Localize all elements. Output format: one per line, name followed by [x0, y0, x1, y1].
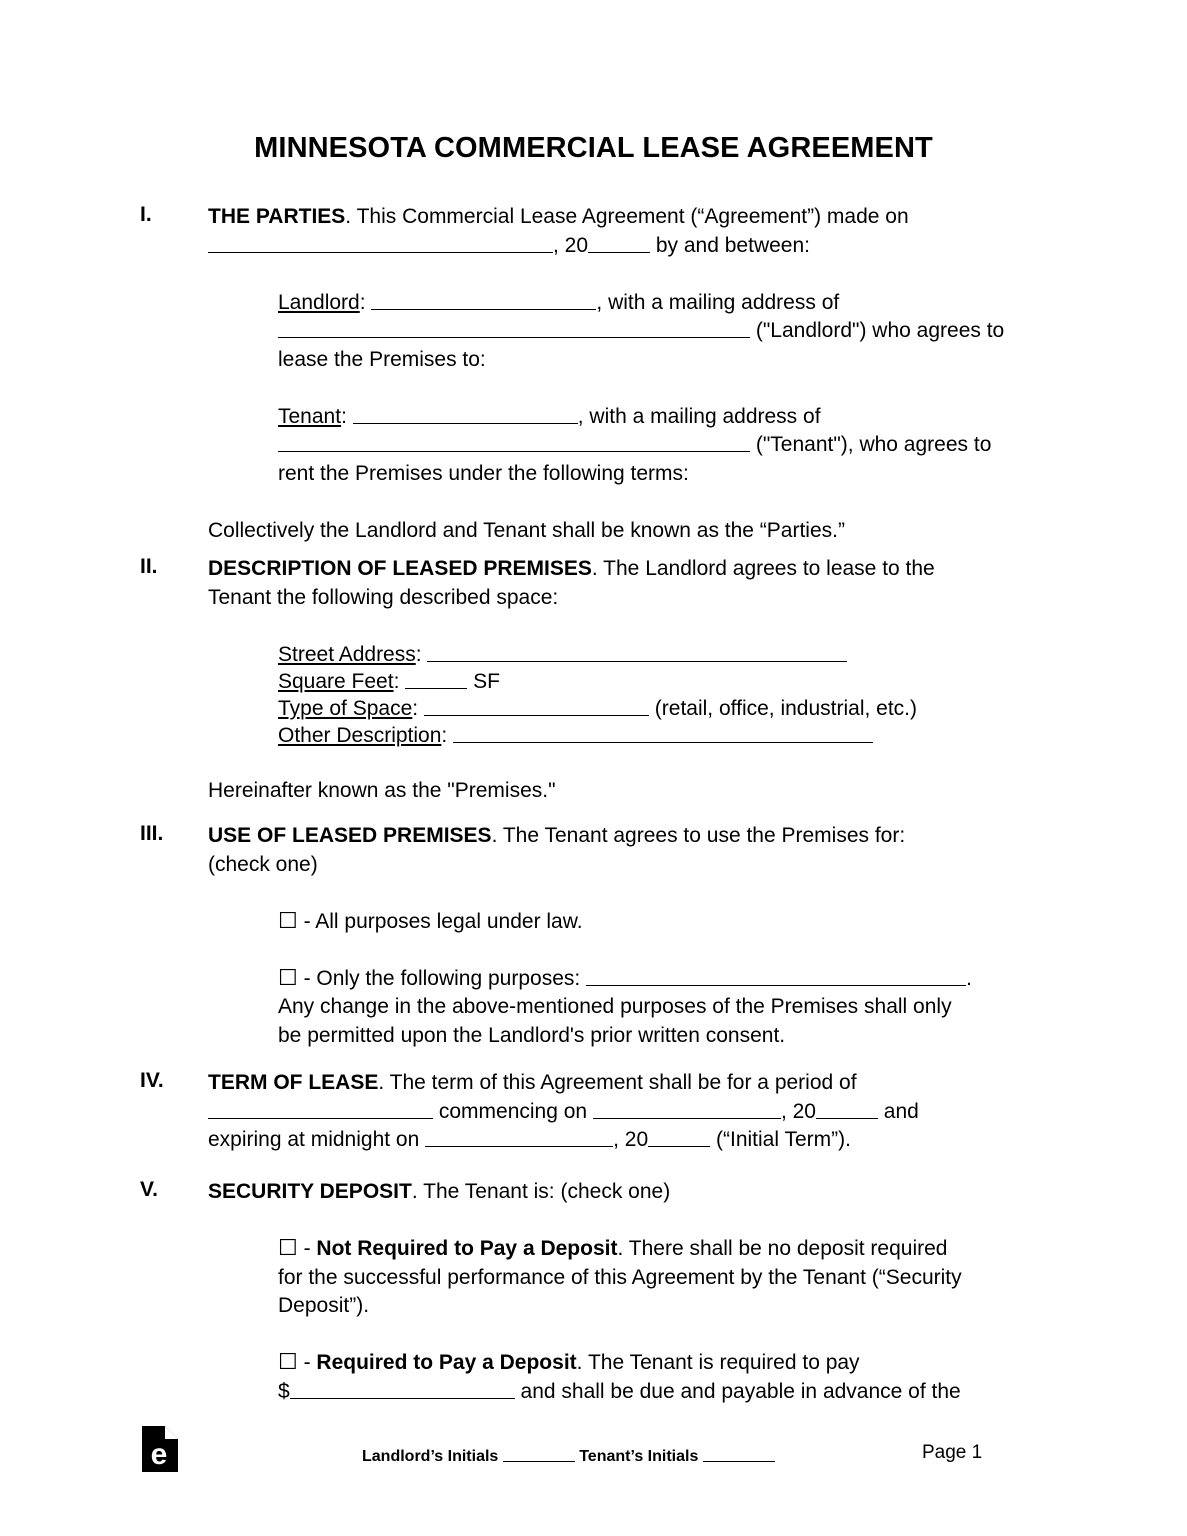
section-3-heading: USE OF LEASED PREMISES — [208, 824, 492, 847]
commence-year-blank[interactable] — [816, 1101, 878, 1119]
square-feet-blank[interactable] — [405, 671, 467, 689]
checkbox-icon[interactable]: ☐ — [278, 907, 298, 933]
hereinafter-line: Hereinafter known as the "Premises." — [208, 779, 556, 802]
section-2-line-2: Tenant the following described space: — [208, 585, 559, 609]
use-option-only-following[interactable] — [278, 965, 1040, 994]
option-b-rest: . The Tenant is required to pay — [576, 1351, 860, 1374]
initial-term-label: (“Initial Term”). — [710, 1128, 851, 1151]
option-b-cont: and shall be due and payable in advance of the — [520, 1379, 961, 1403]
tenant-colon: : — [341, 404, 347, 428]
tenant-address-blank[interactable] — [278, 434, 750, 452]
tenant-initials-label: Tenant’s Initials — [579, 1448, 699, 1465]
field-street-address — [278, 641, 1040, 668]
commencing-label: commencing on — [438, 1099, 588, 1123]
field-label: Square Feet — [278, 669, 394, 693]
section-numeral-3: III. — [140, 822, 164, 845]
type-of-space-hint: (retail, office, industrial, etc.) — [654, 696, 918, 720]
landlord-label: Landlord — [278, 290, 360, 314]
section-5-line-1 — [208, 1178, 1040, 1207]
landlord-line-1 — [278, 289, 1040, 318]
section-4-line-1 — [208, 1069, 1040, 1098]
section-2-intro-rest: . The Landlord agrees to lease to the — [591, 557, 935, 580]
tenant-name-blank[interactable] — [353, 406, 578, 424]
use-option-2-cont-2: be permitted upon the Landlord's prior written consent. — [278, 1023, 786, 1047]
tenant-line-1 — [278, 403, 1040, 432]
section-2-line-1 — [208, 555, 1040, 584]
page-number: Page 1 — [922, 1442, 983, 1463]
field-label: Street Address — [278, 642, 416, 666]
spacer — [208, 879, 1040, 908]
option-a-rest: . There shall be no deposit required — [617, 1237, 948, 1260]
section-4-body — [208, 1069, 1040, 1155]
field-other-description — [278, 722, 1040, 749]
deposit-option-required[interactable] — [278, 1349, 1040, 1378]
landlord-colon: : — [359, 290, 366, 314]
date-blank[interactable] — [208, 235, 553, 253]
section-1-between: by and between: — [650, 233, 810, 257]
use-options — [278, 908, 1040, 1051]
term-period-blank[interactable] — [208, 1101, 433, 1119]
tenant-mailing: , with a mailing address of — [577, 404, 821, 428]
field-label: Type of Space — [278, 696, 413, 720]
square-feet-unit: SF — [473, 669, 500, 693]
street-address-blank[interactable] — [427, 644, 847, 662]
section-3-line-2: (check one) — [208, 852, 318, 876]
field-colon: : — [441, 723, 448, 747]
section-1-line-2 — [208, 232, 1040, 261]
field-square-feet — [278, 668, 1040, 695]
section-1-line-1 — [208, 203, 1040, 232]
use-option-2-period: . — [966, 966, 972, 990]
spacer — [208, 749, 1040, 778]
landlord-mailing: , with a mailing address of — [596, 290, 840, 314]
section-term-of-lease — [140, 1069, 1040, 1155]
expire-year-blank[interactable] — [648, 1129, 710, 1147]
use-option-1-label: - All purposes legal under law. — [303, 909, 583, 933]
deposit-options — [278, 1235, 1040, 1406]
section-security-deposit — [140, 1178, 1040, 1406]
tenant-label: Tenant — [278, 404, 342, 428]
field-colon: : — [415, 642, 422, 666]
field-colon: : — [412, 696, 419, 720]
tenant-block — [278, 403, 1040, 489]
landlord-initials-label: Landlord’s Initials — [362, 1448, 499, 1465]
option-a-bold-label: Not Required to Pay a Deposit — [316, 1237, 618, 1260]
section-3-body — [208, 822, 1040, 1050]
section-numeral-1: I. — [140, 203, 152, 226]
commence-date-blank[interactable] — [593, 1101, 781, 1119]
svg-text:e: e — [150, 1438, 168, 1471]
commence-and: and — [877, 1099, 919, 1123]
expiring-label: expiring at midnight on — [208, 1128, 420, 1151]
checkbox-icon[interactable]: ☐ — [278, 1235, 298, 1260]
section-1-year-prefix: , 20 — [553, 233, 589, 257]
commence-year-prefix: , 20 — [780, 1099, 816, 1123]
section-description-of-leased-premises — [140, 555, 1040, 806]
option-a-dash: - — [303, 1237, 311, 1260]
spacer — [278, 936, 1040, 965]
other-description-blank[interactable] — [453, 725, 873, 743]
eforms-logo-icon — [142, 1426, 178, 1472]
section-5-body — [208, 1178, 1040, 1406]
tenant-quote: ("Tenant"), who agrees to — [750, 433, 992, 456]
expire-year-prefix: , 20 — [613, 1128, 649, 1151]
landlord-block — [278, 289, 1040, 375]
section-1-body — [208, 203, 1040, 545]
checkbox-icon[interactable]: ☐ — [278, 964, 298, 990]
spacer — [208, 260, 1040, 289]
option-b-bold-label: Required to Pay a Deposit — [316, 1351, 577, 1374]
dollar-sign: $ — [278, 1379, 290, 1403]
spacer — [208, 488, 1040, 517]
tenant-initials-blank[interactable] — [703, 1444, 775, 1462]
expire-date-blank[interactable] — [425, 1129, 613, 1147]
use-option-2-cont-1: Any change in the above-mentioned purposes of the Premises shall only — [278, 995, 952, 1018]
option-b-dash: - — [303, 1351, 311, 1374]
section-4-line-2 — [208, 1098, 1040, 1127]
deposit-amount-line — [278, 1378, 1040, 1407]
purposes-blank[interactable] — [586, 968, 966, 986]
spacer — [278, 1321, 1040, 1350]
footer-initials — [362, 1444, 775, 1466]
field-type-of-space — [278, 695, 1040, 722]
landlord-quote: ("Landlord") who agrees to — [750, 319, 1005, 342]
field-colon: : — [393, 669, 400, 693]
deposit-option-not-required[interactable] — [278, 1235, 1040, 1264]
checkbox-icon[interactable]: ☐ — [278, 1349, 298, 1374]
section-3-line-1 — [208, 822, 1040, 851]
landlord-initials-blank[interactable] — [503, 1444, 575, 1462]
section-numeral-2: II. — [140, 555, 158, 578]
section-4-intro-rest: . The term of this Agreement shall be for a period of — [378, 1071, 857, 1094]
landlord-line-2 — [278, 317, 1040, 346]
section-2-heading: DESCRIPTION OF LEASED PREMISES — [208, 557, 592, 580]
tenant-line-3: rent the Premises under the following terms: — [278, 461, 689, 485]
use-option-all-purposes[interactable] — [278, 908, 1040, 937]
premises-fields — [278, 641, 1040, 749]
deposit-option-a-cont-1: for the successful performance of this Agreement by the Tenant (“Security — [278, 1265, 962, 1289]
section-1-heading: THE PARTIES — [208, 205, 346, 228]
landlord-name-blank[interactable] — [371, 292, 596, 310]
year-blank[interactable] — [588, 235, 650, 253]
section-2-body — [208, 555, 1040, 806]
landlord-line-3: lease the Premises to: — [278, 347, 486, 371]
section-numeral-5: V. — [140, 1178, 158, 1201]
spacer — [208, 374, 1040, 403]
section-use-of-leased-premises — [140, 822, 1040, 1050]
section-numeral-4: IV. — [140, 1069, 164, 1092]
section-5-intro-rest: . The Tenant is: (check one) — [411, 1180, 671, 1203]
section-4-heading: TERM OF LEASE — [208, 1071, 379, 1094]
use-option-2-label: - Only the following purposes: — [303, 966, 581, 990]
spacer — [208, 612, 1040, 641]
field-label: Other Description — [278, 723, 442, 747]
section-5-heading: SECURITY DEPOSIT — [208, 1180, 412, 1203]
section-the-parties — [140, 203, 1040, 545]
tenant-line-2 — [278, 431, 1040, 460]
deposit-amount-blank[interactable] — [290, 1381, 515, 1399]
section-1-intro-rest: . This Commercial Lease Agreement (“Agreement”) made on — [345, 205, 909, 228]
section-3-intro-rest: . The Tenant agrees to use the Premises for: — [491, 824, 906, 847]
collectively-line: Collectively the Landlord and Tenant shall be known as the “Parties.” — [208, 518, 845, 542]
type-of-space-blank[interactable] — [424, 698, 649, 716]
section-4-line-3 — [208, 1126, 1040, 1155]
spacer — [208, 1207, 1040, 1236]
page-title: MINNESOTA COMMERCIAL LEASE AGREEMENT — [254, 132, 933, 164]
deposit-option-a-cont-2: Deposit”). — [278, 1294, 370, 1317]
landlord-address-blank[interactable] — [278, 320, 750, 338]
